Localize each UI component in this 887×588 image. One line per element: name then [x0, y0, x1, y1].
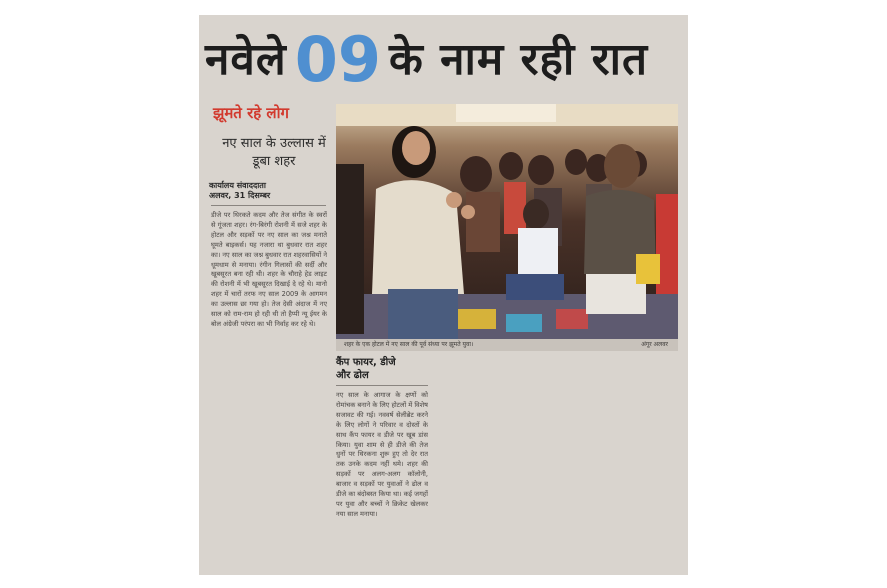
- headline-number: 09: [294, 23, 381, 96]
- headline-word-1: नवेले: [205, 34, 287, 85]
- headline-word-2: के नाम रही रात: [389, 34, 649, 85]
- article-body-column-2: नए साल के आगाज के क्षणों को रोमांचक बनाने के लिए होटलों में विशेष सजावट की गई। नववर्ष सेलीब्रेट करने के लिए लोगों ने परिवार व दोस्तों के साथ कैंप फायर व डीजे पर खूब डांस किया। युवा शाम से ही डीजे की तेज धुनों पर थिरकना शुरू हुए तो देर रात तक उनके कदम नहीं थमे। शहर की सड़कों पर अलग-अलग कॉलोनी, बाजार व सड़कों पर युवाओं ने ढोल व डीजे का बंदोबस्त किया था। कई जगहों पर युवा और बच्चों ने क्रिकेट खेलकर नया साल मनाया।: [336, 391, 428, 518]
- rule-divider: [211, 205, 326, 206]
- headline: [205, 21, 685, 99]
- subhead-line-2: और ढोल: [336, 369, 369, 381]
- party-photo: [336, 104, 678, 339]
- party-photo-image: [336, 104, 678, 339]
- photo-caption: [336, 339, 678, 351]
- subhead-rule: [336, 385, 428, 386]
- photo-credit: अंगूर अलवर: [641, 341, 668, 348]
- subhead-line-1: कैंप फायर, डीजे: [336, 357, 396, 368]
- byline-office: कार्यालय संवाददाता: [209, 181, 266, 190]
- byline-dateline: अलवर, 31 दिसम्बर: [209, 191, 271, 201]
- byline: [209, 181, 270, 202]
- article-body-column-1: डीजे पर थिरकते कदम और तेज संगीत के स्वरों से गूंजता शहर। रंग-बिरंगी रोशनी में सजे शहर के होटल और सड़कों पर नए साल का जश्न मनाते घूमते बाइकर्स। यह नजारा था बुधवार रात शहर का। नए साल का जश्न बुधवार रात शहरवासियों ने धूमधाम से मनाया। रंगीन गिलासों की सर्दी और खूबसूरत बना रही थी। शहर के चौराहे हेड लाइट की रोशनी में भी खूबसूरत दिखाई दे रहे थे। मानो शहर में चारों तरफ नए साल 2009 के आगमन का उल्लास छा गया हो। तेज देसी अंदाज में नए साल को राम-राम हो रही थी तो हैप्पी न्यू ईयर के बोल अंग्रेजी परंपरा का भी निर्वाह कर रहे थे।: [211, 211, 327, 328]
- photo-caption-text: शहर के एक होटल में नए साल की पूर्व संध्या पर झूमते युवा।: [344, 341, 474, 348]
- subhead: [336, 357, 396, 382]
- newspaper-clipping: [199, 15, 688, 575]
- deck: नए साल के उल्लास में डूबा शहर: [222, 136, 326, 169]
- kicker: झूमते रहे लोग: [213, 104, 289, 122]
